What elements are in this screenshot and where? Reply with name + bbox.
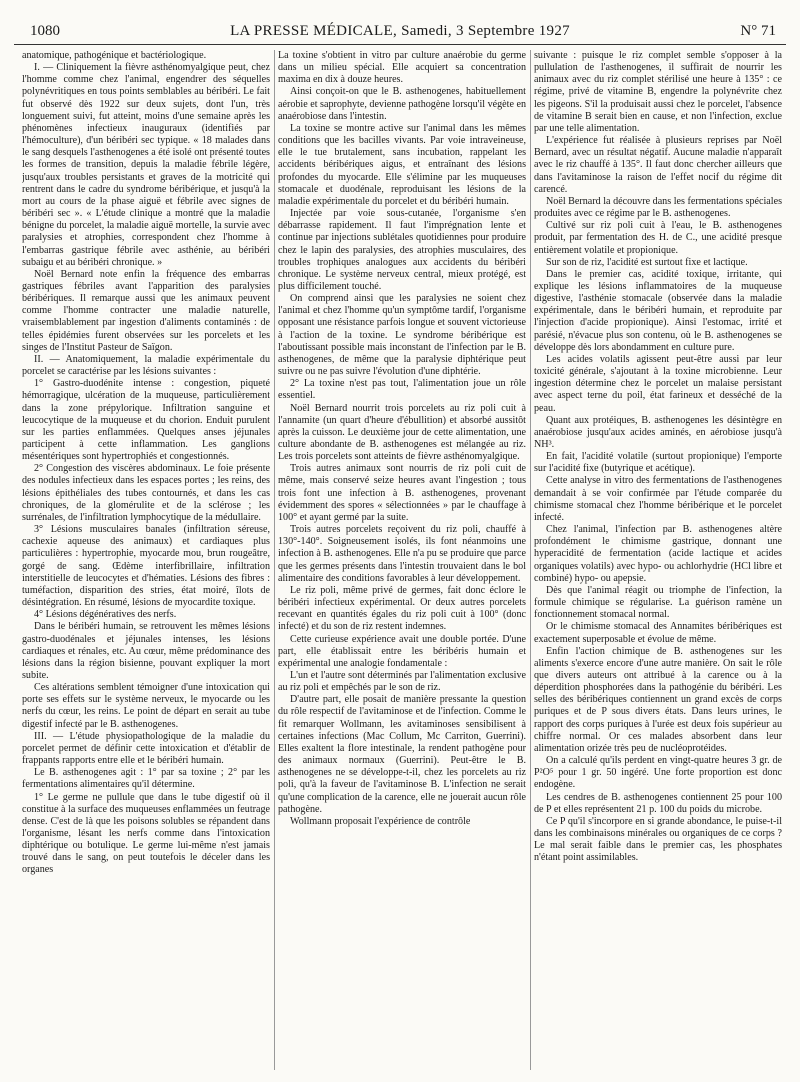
running-header — [12, 22, 788, 40]
journal-title: LA PRESSE MÉDICALE, Samedi, 3 Septembre 1927 — [230, 23, 570, 39]
paragraph: Cette analyse in vitro des fermentations de l'asthenogenes demandait à se voir confirmée par l'étude comparée du chimisme stomacal chez l'homme béribérique et le porcelet infecté. — [534, 475, 782, 523]
paragraph: Dans le premier cas, acidité toxique, irritante, qui explique les lésions inflammatoires de la muqueuse digestive, l'asthénie stomacale (observée dans la maladie expérimentale, dans le béribéri humain, et reproduite par l'injection d'acide propionique). Ainsi l'estomac, irrité et parésié, n'évacue plus son contenu, où le B. asthenogenes se développe dès lors abondamment en culture pure. — [534, 268, 782, 353]
column-divider-1 — [274, 50, 275, 1070]
page-number: 1080 — [30, 23, 60, 39]
paragraph: Enfin l'action chimique de B. asthenogenes sur les aliments s'exerce encore d'une autre manière. On sait le rôle que divers auteurs ont attribué à la carence ou à la déperdition phosphorées dans la pathogénie du béribéri. Les selles des béribériques contiennent un grand excès de corps puriques et de P sous divers états. Dans leurs urines, le rapport des corps puriques à l'urée est deux fois supérieur au chiffre normal. Or ces malades absorbent dans leur alimentation orizée très peu de nucléoprotéides. — [534, 645, 782, 754]
paragraph: Ces altérations semblent témoigner d'une intoxication qui porte ses effets sur le système nerveux, le myocarde ou les nerfs du cœur, les reins. Le point de départ en serait au tube digestif infecté par le B. asthenogenes. — [22, 682, 270, 730]
text-column-1 — [22, 50, 270, 1076]
paragraph: Trois autres porcelets reçoivent du riz poli, chauffé à 130°-140°. Soigneusement isolés, ils font néanmoins une infection à B. asthenogenes. Elle n'a pu se produire que parce que les germes présents dans l'intestin trouvaient dans le bol alimentaire des conditions favorables à leur développement. — [278, 524, 526, 584]
paragraph: Ainsi conçoit-on que le B. asthenogenes, habituellement aérobie et saprophyte, devienne pathogène lorsqu'il végète en anaérobiose dans l'intestin. — [278, 86, 526, 122]
paragraph: 1° Gastro-duodénite intense : congestion, piqueté hémorragique, ulcération de la muqueuse, particulièrement dans la zone prépylorique. Infiltration sanguine et leucocytique de la muqueuse et du chorion. Enduit purulent sur les parties enflammées. Quelques anses jéjunales participent à cette inflammation. Les ganglions mésentériques sont hypertrophiés et congestionnés. — [22, 378, 270, 463]
paragraph: 2° La toxine n'est pas tout, l'alimentation joue un rôle essentiel. — [278, 378, 526, 402]
paragraph: Ce P qu'il s'incorpore en si grande abondance, le puise-t-il dans les combinaisons minérales ou organiques de ce corps ? Le mal serait faible dans le premier cas, les phosphates n'étant point assimilables. — [534, 815, 782, 864]
issue-number: N° 71 — [740, 23, 776, 39]
paragraph: Noël Bernard nourrit trois porcelets au riz poli cuit à l'annamite (un quart d'heure d'ébullition) et absorbé aussitôt après la cuisson. Le deuxième jour de cette alimentation, une culture abondante de B. asthenogenes est mélangée au riz. Les trois porcelets sont atteints de fièvre asthénomyalgique. — [278, 402, 526, 463]
paragraph: Wollmann proposait l'expérience de contrôle — [290, 815, 471, 827]
paragraph: La toxine s'obtient in vitro par culture anaérobie du germe dans un milieu spécial. Elle acquiert sa concentration maxima en dix à douze heures. — [278, 50, 526, 86]
paragraph: Cette curieuse expérience avait une double portée. D'une part, elle établissait entre les béribéris humain et expérimental une analogie fondamentale : — [278, 633, 526, 669]
paragraph: Sur son de riz, l'acidité est surtout fixe et lactique. — [546, 256, 748, 268]
paragraph: On a calculé qu'ils perdent en vingt-quatre heures 3 gr. de P²O⁵ pour 1 gr. 50 ingéré. Une forte proportion est donc endogène. — [534, 755, 782, 791]
paragraph: Le riz poli, même privé de germes, fait donc éclore le béribéri infectieux expérimental. Or deux autres porcelets recevant en quantités égales du riz poli cuit à 100° (donc infecté) et du son de riz restent indemnes. — [278, 584, 526, 633]
paragraph: Noël Bernard note enfin la fréquence des embarras gastriques fébriles avant l'apparition des paralysies béribériques. Il remarque aussi que les animaux peuvent comme l'homme contracter une maladie naturelle, vraisemblablement par ingestion d'aliments contaminés : de telles épidémies furent observées sur les porcelets et les singes de l'Institut Pasteur de Saïgon. — [22, 268, 270, 353]
paragraph: L'un et l'autre sont déterminés par l'alimentation exclusive au riz poli et empêchés par le son de riz. — [278, 669, 526, 694]
paragraph: En fait, l'acidité volatile (surtout propionique) l'emporte sur l'acidité fixe (butyrique et acétique). — [534, 451, 782, 475]
paragraph: La toxine se montre active sur l'animal dans les mêmes conditions que les bacilles vivants. Par voie intraveineuse, elle le tue brutalement, sans incubation, rappelant les accidents béribériques aigus, et entraînant des lésions profondes du myocarde. Elle s'élimine par les muqueuses stomacale et duodénale, reproduisant les lésions de la maladie expérimentale du porcelet et du béribéri humain. — [278, 122, 526, 207]
paragraph: 2° Congestion des viscères abdominaux. Le foie présente des nodules infectieux dans les espaces portes ; les reins, des lésions épithéliales des tubes contournés, et dans les cas chroniques, de la glomérulite et de la sclérose ; les surrénales, de l'infiltration lymphocytique de la médullaire. — [22, 463, 270, 523]
paragraph: II. — Anatomiquement, la maladie expérimentale du porcelet se caractérise par les lésions suivantes : — [22, 353, 270, 378]
paragraph: anatomique, pathogénique et bactériologique. — [22, 50, 207, 61]
paragraph: Le B. asthenogenes agit : 1° par sa toxine ; 2° par les fermentations alimentaires qu'il détermine. — [22, 767, 270, 791]
paragraph: On comprend ainsi que les paralysies ne soient chez l'animal et chez l'homme qu'un symptôme tardif, l'organisme opposant une résistance parfois longue et souvent victorieuse à l'action de la toxine. Le syndrome béribérique est l'aboutissant possible mais inconstant de l'infection par le B. asthenogenes, de même que la paralysie diphtérique peut suivre ou ne pas suivre l'évolution d'une diphtérie. — [278, 293, 526, 378]
paragraph: Chez l'animal, l'infection par B. asthenogenes altère profondément le chimisme gastrique, donnant une hyperacidité de fermentation (acide lactique et acides organiques volatils) avec hypo- ou achlorhydrie (HCl libre et combiné) hypo- ou apepsie. — [534, 524, 782, 584]
paragraph: Les acides volatils agissent peut-être aussi par leur toxicité générale, s'ajoutant à la toxine microbienne. Leur ingestion détermine chez le porcelet un malaise persistant avec aspect terne du poil, état farineux et desséché de la peau. — [534, 353, 782, 414]
paragraph: Noël Bernard la découvre dans les fermentations spéciales produites avec ce régime par le B. asthenogenes. — [534, 195, 782, 220]
paragraph: Dans le béribéri humain, se retrouvent les mêmes lésions gastro-duodénales et jéjunales intenses, les lésions cardiaques et rénales, etc. Au cœur, même prédominance des lésions dans la région bisienne, pouvant expliquer la mort subite. — [22, 621, 270, 681]
paragraph: III. — L'étude physiopathologique de la maladie du porcelet permet de définir cette intoxication et d'établir de frappants rapports entre elle et le béribéri humain. — [22, 730, 270, 767]
text-column-3 — [534, 50, 782, 1076]
paragraph: Dès que l'animal réagit ou triomphe de l'infection, la formule chimique se régularise. La guérison ramène un fonctionnement stomacal normal. — [534, 584, 782, 621]
paragraph: Quant aux protéiques, B. asthenogenes les désintègre en anaérobiose jusqu'aux acides aminés, en aérobiose jusqu'à NH³. — [534, 414, 782, 450]
paragraph: L'expérience fut réalisée à plusieurs reprises par Noël Bernard, avec un résultat négatif. Aucune maladie n'apparaît avec le riz chauffé à 135°. Il faut donc chercher ailleurs que dans l'avitaminose la raison de l'effet nocif du régime dit carencé. — [534, 135, 782, 195]
paragraph: Or le chimisme stomacal des Annamites béribériques est exactement superposable et évolue de même. — [534, 621, 782, 645]
paragraph: Les cendres de B. asthenogenes contiennent 25 pour 100 de P et elles représentent 21 p. 100 du poids du microbe. — [534, 791, 782, 815]
paragraph: 3° Lésions musculaires banales (infiltration séreuse, cachexie aqueuse des animaux) et cardiaques plus particulières : hypertrophie, myocarde mou, brun rougeâtre, gorgé de sang. Œdème interfibrillaire, infiltration interstitielle de leucocytes et d'hématies. Lésions des fibres : tuméfaction, disparition des stries, état moiré, îlots de désintégration. En résumé, lésions de myocardite toxique. — [22, 524, 270, 609]
header-rule — [14, 44, 786, 45]
paragraph: 1° Le germe ne pullule que dans le tube digestif où il constitue à la surface des muqueuses enflammées un feutrage dense. C'est de là que les poisons solubles se répandent dans l'organisme, lésant les nerfs comme dans l'intoxication diphtérique ou botulique. Le germe lui-même n'est jamais trouvé dans le sang, on peut toutefois le déceler dans les organes — [22, 791, 270, 876]
paragraph: D'autre part, elle posait de manière pressante la question du rôle respectif de l'avitaminose et de l'infection. Comme le fit remarquer Wollmann, les avitaminoses sensibilisent à certaines infections (Mac Collum, Mc Carriton, Guerrini). Elles exaltent la flore intestinale, la rendent pathogène pour des animaux normaux (Guerrini). Peut-être le B. asthenogenes ne se développe-t-il, chez les porcelets au riz poli, qu'à la faveur de l'avitaminose B. L'infection ne serait qu'une complication de la carence, elle ne jouerait aucun rôle pathogène. — [278, 694, 526, 815]
column-divider-2 — [530, 50, 531, 1070]
paragraph: Cultivé sur riz poli cuit à l'eau, le B. asthenogenes produit, par fermentation des H. de C., une acidité presque entièrement volatile et propionique. — [534, 220, 782, 256]
paragraph: suivante : puisque le riz complet semble s'opposer à la pullulation de l'asthenogenes, il suffirait de nourrir les animaux avec du riz complet stérilisé une heure à 135° : ce régime, privé de vitamine B, engendre la polynévrite chez les pigeons. S'il la produisait aussi chez le porcelet, l'absence de vitamine B serait bien en cause, et non l'infection, exclue par une telle alimentation. — [534, 50, 782, 134]
paragraph: Trois autres animaux sont nourris de riz poli cuit de même, mais conservé seize heures avant l'ingestion ; tous trois font une infection à B. asthenogenes, provenant évidemment des spores « sélectionnées » par le chauffage à 100° et ayant germé par la suite. — [278, 463, 526, 523]
paragraph: 4° Lésions dégénératives des nerfs. — [34, 609, 177, 621]
paragraph: Injectée par voie sous-cutanée, l'organisme s'en débarrasse rapidement. Il faut l'imprégnation lente et continue par injections sublétales quotidiennes pour produire chez le lapin des paralysies, des atrophies musculaires, des troubles trophiques analogues aux accidents du béribéri chronique. Le système nerveux central, mieux protégé, est plus difficilement touché. — [278, 208, 526, 292]
paragraph: I. — Cliniquement la fièvre asthénomyalgique peut, chez l'homme comme chez l'animal, engendrer des séquelles polynévritiques en tous points semblables au béribéri. Le fait fut observé dès 1922 sur deux sujets, dont l'un, très longuement suivi, fut atteint, moins d'une semaine après les phénomènes infectieux inauguraux (identifiés par l'hémoculture), d'un béribéri sec typique. « 18 malades dans le sang desquels l'asthenogenes a été isolé ont présenté toutes les formes de transition, depuis la maladie fébrile légère, jusqu'aux troubles persistants et graves de la motricité qui rentrent dans le cadre du syndrome béribérique, et jusqu'à la mort au cours de la phase aiguë et fébrile avec signes de béribéri sec ». « L'étude clinique a montré que la maladie bénigne du porcelet, la maladie aiguë mortelle, la survie avec paralysies et atrophies, correspondent chez l'homme à l'embarras gastrique fébrile avec asthénie, au béribéri subaigu et au béribéri chronique. » — [22, 62, 270, 268]
text-column-2 — [278, 50, 526, 1076]
